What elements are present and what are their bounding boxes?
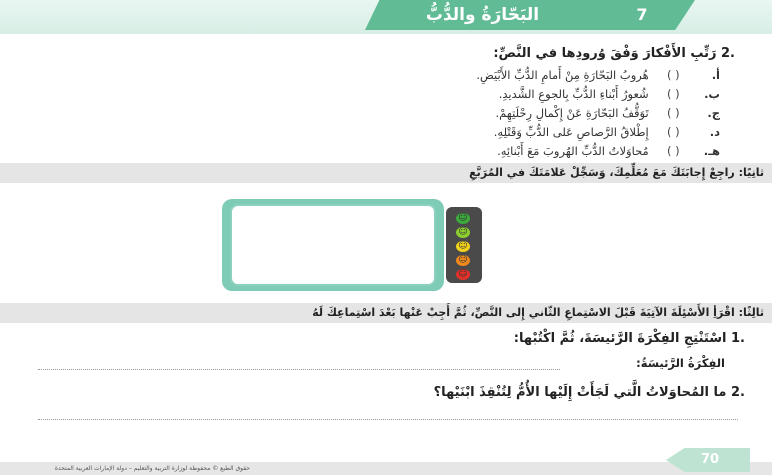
face-happy-icon[interactable]: ☺ [456,227,470,238]
option-letter: د. [709,125,720,139]
option-item-d [240,125,720,139]
option-letter: ج. [707,106,720,120]
option-text: شُعورُ أَبْناءِ الدُّبِّ بِالجوعِ الشَّديدِ. [498,87,649,101]
question-order-ideas [380,46,735,61]
option-item-e [240,144,720,158]
attempts-answer-line[interactable] [38,418,738,420]
option-text: إِطْلاقُ الرَّصاصِ عَلى الدُّبِّ وَقَتْلِهِ. [493,125,649,139]
option-letter: أ. [711,68,720,82]
answer-parenthesis[interactable]: ( ) [667,125,680,139]
score-box[interactable] [230,204,436,286]
option-item-c [240,106,720,120]
face-neutral-icon[interactable]: ☺ [456,241,470,252]
main-idea-answer-line[interactable] [38,368,560,370]
option-item-b [240,87,720,101]
page-title: البَحّارَةُ والدُّبُّ [425,5,540,25]
footer-copyright: حقوق الطبع © محفوظة لوزارة التربية والتعليم – دولة الإمارات العربية المتحدة [54,465,250,472]
review-banner: ثانِيًا: راجِعْ إِجابَتَكَ مَعَ مُعَلِّمِكَ، وَسَجِّلْ عَلامَتَكَ في المُرَبَّعِ [0,163,772,183]
rating-faces-strip [446,207,482,283]
question-number: .2 [731,385,745,400]
page-number: 70 [700,452,720,467]
answer-parenthesis[interactable]: ( ) [667,87,680,101]
face-sad-icon[interactable]: ☺ [456,255,470,266]
option-text: هُروبُ البَحّارَةِ مِنْ أَمامِ الدُّبِّ الأَبْيَضِ. [476,68,649,82]
face-very-sad-icon[interactable]: ☺ [456,269,470,280]
question-number: .2 [721,46,735,61]
question-mother-attempts [330,385,745,400]
question-text: ما المُحاوَلاتُ الَّتي لَجَأَتْ إِلَيْها الأُمُّ لِتُنْقِذَ ابْنَيْها؟ [433,385,727,400]
question-text: اسْتَنْتِجِ الفِكْرَةَ الرَّئيسَةَ، ثُمَّ اكْتُبْها: [513,331,727,346]
option-text: مُحاوَلاتُ الدُّبِّ الهُروبَ مَعَ أَبْنائِهِ. [497,144,649,158]
question-number: .1 [731,331,745,346]
question-text: رَتِّبِ الأَفْكارَ وَفْقَ وُرودِها في النَّصِّ: [493,46,717,61]
option-item-a [240,68,720,82]
answer-parenthesis[interactable]: ( ) [667,68,680,82]
chapter-number: 7 [636,5,648,24]
face-very-happy-icon[interactable]: ☺ [456,213,470,224]
option-letter: ب. [704,87,720,101]
answer-parenthesis[interactable]: ( ) [667,144,680,158]
answer-parenthesis[interactable]: ( ) [667,106,680,120]
question-main-idea [400,331,745,346]
main-idea-label: الفِكْرَةُ الرَّئيسَةُ: [636,356,725,370]
option-text: تَوَقُّفُ البَحّارَةِ عَنْ إِكْمالِ رِحْلَتِهِمْ. [495,106,649,120]
listening-banner: ثالِثًا: اقْرَأِ الأَسْئِلَةَ الآتِيَةَ قَبْلَ الاسْتِماعِ الثّاني إِلى النَّصِّ، ثُمَّ أَجِبْ عَنْها بَعْدَ اسْتِماعِكَ لَهُ [0,303,772,323]
option-letter: هـ. [703,144,720,158]
